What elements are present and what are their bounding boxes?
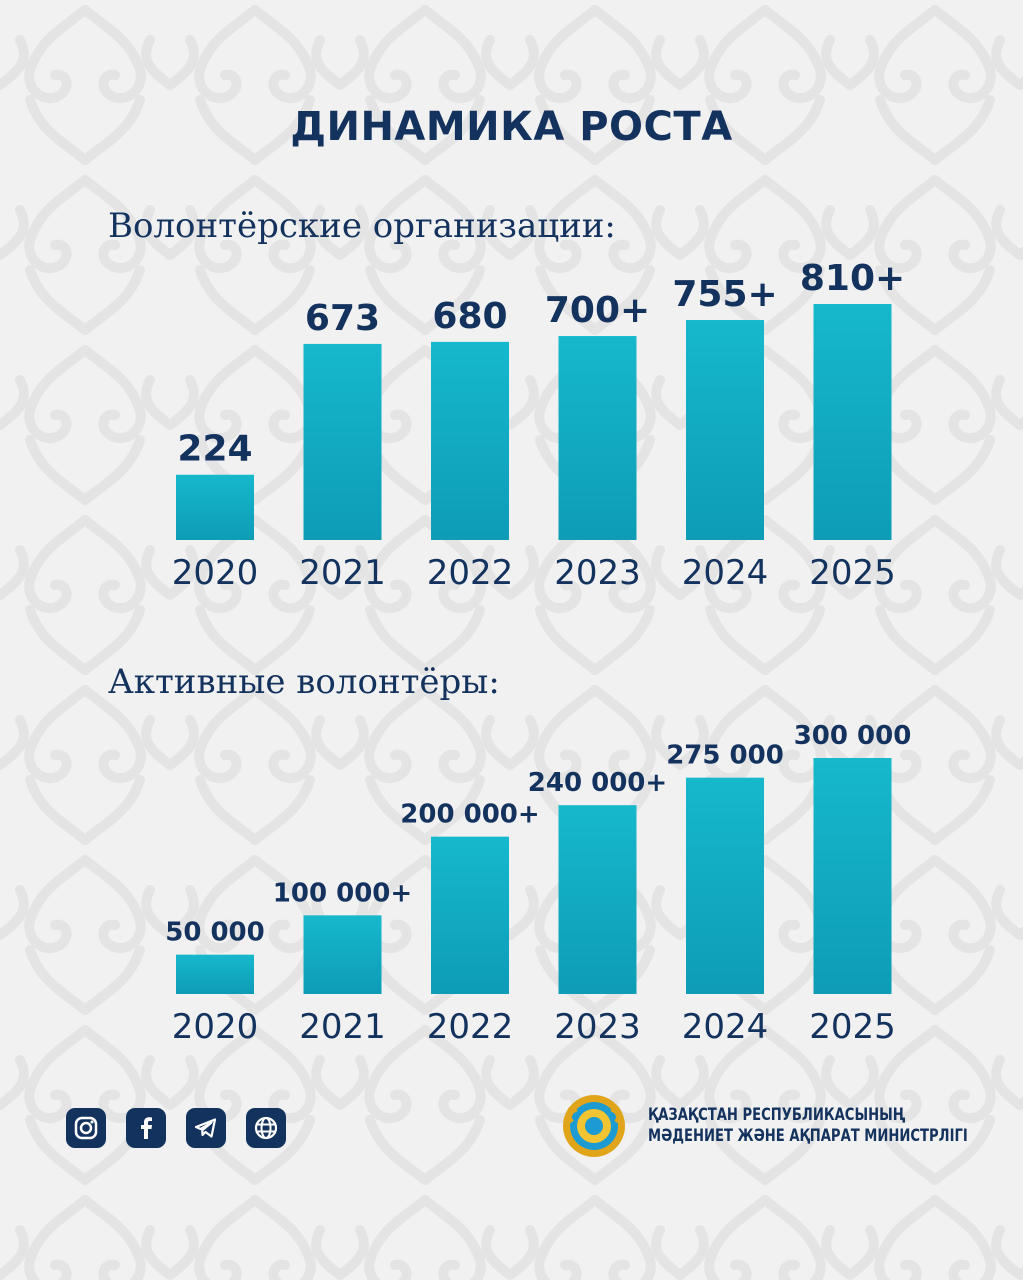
bar-2023 bbox=[559, 336, 637, 540]
organizations-chart bbox=[0, 250, 1023, 595]
bar-2023 bbox=[559, 805, 637, 994]
x-tick-2021: 2021 bbox=[299, 1007, 386, 1047]
data-label-2020: 224 bbox=[177, 428, 253, 470]
globe-icon[interactable] bbox=[246, 1108, 286, 1148]
x-tick-2022: 2022 bbox=[426, 553, 514, 593]
data-label-2025: 300 000 bbox=[793, 721, 912, 751]
page-title: ДИНАМИКА РОСТА bbox=[290, 104, 733, 150]
x-tick-2023: 2023 bbox=[554, 1007, 641, 1047]
data-label-2020: 50 000 bbox=[165, 917, 265, 948]
x-tick-2022: 2022 bbox=[426, 1007, 514, 1047]
data-label-2024: 755+ bbox=[672, 274, 778, 316]
data-label-2023: 700+ bbox=[544, 290, 651, 332]
x-tick-2025: 2025 bbox=[809, 1007, 896, 1047]
bar-2022 bbox=[431, 342, 509, 540]
x-tick-2025: 2025 bbox=[809, 553, 896, 593]
data-label-2022: 680 bbox=[432, 295, 508, 337]
instagram-icon[interactable] bbox=[66, 1108, 106, 1148]
chart2-title: Активные волонтёры: bbox=[108, 662, 500, 702]
data-label-2022: 200 000+ bbox=[400, 799, 540, 830]
x-tick-2021: 2021 bbox=[299, 553, 386, 593]
x-tick-2024: 2024 bbox=[681, 1007, 769, 1047]
data-label-2024: 275 000 bbox=[666, 740, 784, 771]
bar-2022 bbox=[431, 837, 509, 994]
bar-2020 bbox=[176, 475, 254, 540]
bar-2025 bbox=[814, 758, 892, 994]
facebook-icon[interactable] bbox=[126, 1108, 166, 1148]
ministry-block bbox=[560, 1092, 1020, 1160]
x-tick-2020: 2020 bbox=[171, 1007, 259, 1047]
ministry-line2: МӘДЕНИЕТ ЖӘНЕ АҚПАРАТ МИНИСТРЛІГІ bbox=[648, 1126, 968, 1146]
x-tick-2020: 2020 bbox=[171, 553, 259, 593]
data-label-2021: 673 bbox=[304, 297, 381, 339]
bar-2025 bbox=[814, 304, 892, 540]
volunteers-chart bbox=[0, 710, 1023, 1055]
data-label-2023: 240 000+ bbox=[527, 768, 668, 799]
chart1-title: Волонтёрские организации: bbox=[108, 206, 616, 246]
bar-2021 bbox=[304, 915, 382, 994]
social-links bbox=[66, 1108, 286, 1148]
x-tick-2023: 2023 bbox=[554, 553, 641, 593]
bar-2021 bbox=[304, 344, 382, 540]
x-tick-2024: 2024 bbox=[681, 553, 769, 593]
bar-2024 bbox=[686, 320, 764, 540]
bar-2024 bbox=[686, 778, 764, 994]
emblem-icon bbox=[560, 1092, 628, 1160]
telegram-icon[interactable] bbox=[186, 1108, 226, 1148]
data-label-2021: 100 000+ bbox=[272, 878, 413, 909]
ministry-line1: ҚАЗАҚСТАН РЕСПУБЛИКАСЫНЫҢ bbox=[648, 1105, 906, 1125]
data-label-2025: 810+ bbox=[799, 258, 906, 299]
bar-2020 bbox=[176, 955, 254, 994]
